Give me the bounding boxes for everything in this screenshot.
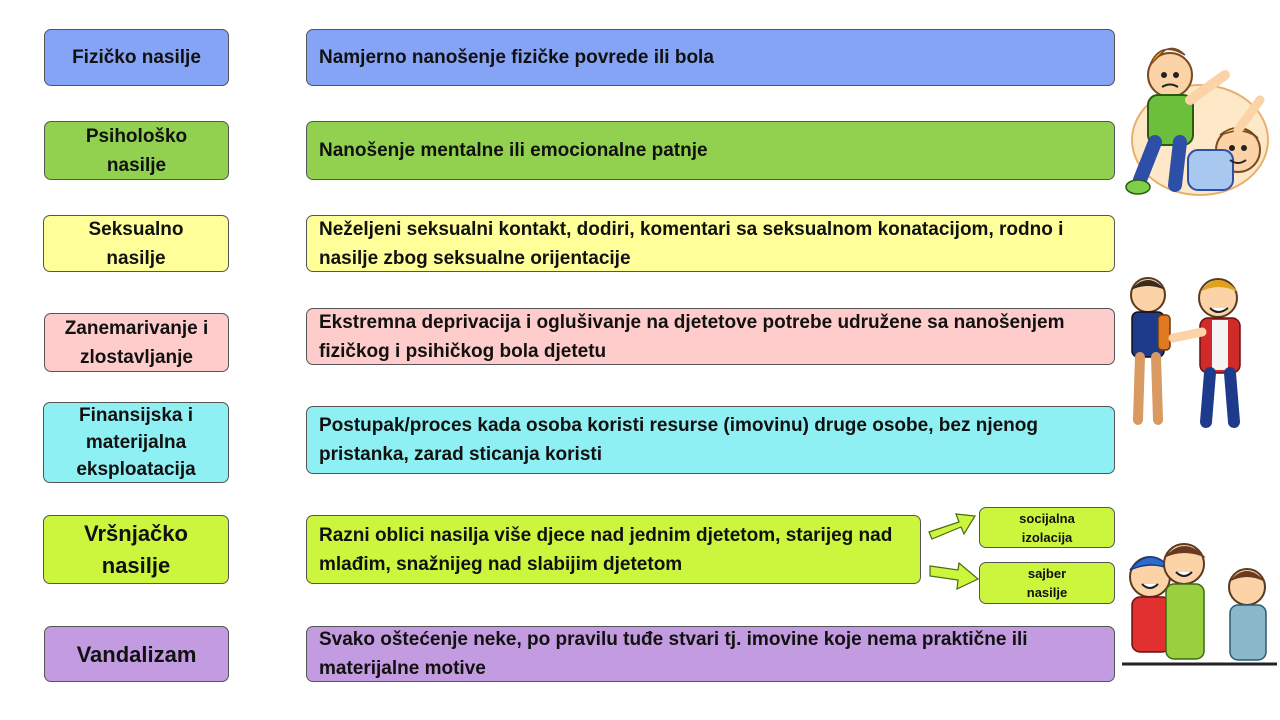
arrow-to-social-isolation bbox=[926, 508, 978, 544]
sub-social-isolation-text: socijalna izolacija bbox=[1019, 510, 1075, 545]
arrow-to-cyber-violence bbox=[928, 562, 980, 592]
laughing-group-icon bbox=[1122, 532, 1277, 672]
label-vandalism bbox=[44, 626, 229, 682]
desc-psychological-violence bbox=[306, 121, 1115, 180]
desc-peer-violence-text: Razni oblici nasilja više djece nad jednim djetetom, starijeg nad mlađim, snažnijeg nad slabijim djetetom bbox=[319, 524, 893, 575]
sub-social-isolation bbox=[979, 507, 1115, 548]
desc-financial-exploitation bbox=[306, 406, 1115, 474]
desc-financial-exploitation-text: Postupak/proces kada osoba koristi resurse (imovinu) druge osobe, bez njenog pristanka, zarad sticanja koristi bbox=[319, 415, 1038, 465]
label-sexual-violence bbox=[43, 215, 229, 272]
sub-cyber-violence bbox=[979, 562, 1115, 604]
pointing-bully-icon bbox=[1118, 270, 1263, 430]
label-psychological-violence bbox=[44, 121, 229, 180]
label-psychological-violence-text: Psihološko nasilje bbox=[85, 125, 188, 176]
fighting-kids-icon bbox=[1120, 30, 1275, 210]
label-neglect-abuse bbox=[44, 313, 229, 372]
label-sexual-violence-text: Seksualno nasilje bbox=[88, 218, 184, 269]
label-vandalism-text: Vandalizam bbox=[76, 641, 197, 667]
label-financial-exploitation bbox=[43, 402, 229, 483]
desc-physical-violence-text: Namjerno nanošenje fizičke povrede ili bola bbox=[319, 47, 714, 68]
label-financial-exploitation-text: Finansijska i materijalna eksploatacija bbox=[76, 405, 196, 480]
sub-cyber-violence-text: sajber nasilje bbox=[1026, 566, 1068, 600]
label-physical-violence bbox=[44, 29, 229, 86]
label-peer-violence-text: Vršnjačko nasilje bbox=[84, 520, 188, 578]
desc-peer-violence bbox=[306, 515, 921, 584]
label-peer-violence bbox=[43, 515, 229, 584]
desc-sexual-violence bbox=[306, 215, 1115, 272]
desc-vandalism-text: Svako oštećenje neke, po pravilu tuđe stvari tj. imovine koje nema praktične ili materijalne motive bbox=[319, 629, 1028, 679]
desc-sexual-violence-text: Neželjeni seksualni kontakt, dodiri, komentari sa seksualnom konatacijom, rodno i nasilje zbog seksualne orijentacije bbox=[319, 218, 1064, 269]
desc-vandalism bbox=[306, 626, 1115, 682]
label-physical-violence-text: Fizičko nasilje bbox=[72, 47, 201, 68]
desc-psychological-violence-text: Nanošenje mentalne ili emocionalne patnje bbox=[319, 140, 708, 161]
label-neglect-abuse-text: Zanemarivanje i zlostavljanje bbox=[64, 317, 209, 368]
desc-physical-violence bbox=[306, 29, 1115, 86]
desc-neglect-abuse bbox=[306, 308, 1115, 365]
desc-neglect-abuse-text: Ekstremna deprivacija i oglušivanje na djetetove potrebe udružene sa nanošenjem fizičkog i psihičkog bola djetetu bbox=[319, 311, 1065, 362]
